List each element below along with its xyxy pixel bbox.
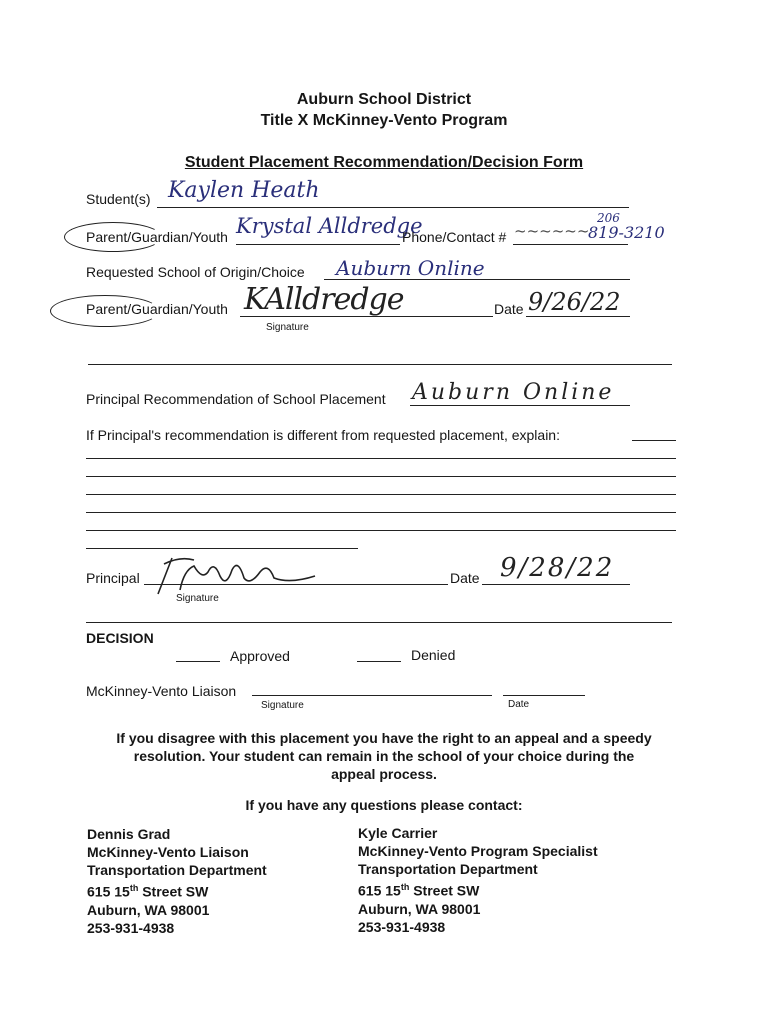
recommendation-line — [410, 405, 630, 406]
explain-line-6[interactable] — [86, 548, 358, 549]
phone-label: Phone/Contact # — [402, 229, 507, 245]
recommendation-label: Principal Recommendation of School Placement — [86, 391, 386, 407]
contact-street: 615 15th Street SW — [87, 883, 209, 900]
principal-sig-caption: Signature — [176, 593, 219, 604]
parent-value[interactable]: Krystal Alldredge — [236, 214, 423, 238]
contact-city: Auburn, WA 98001 — [358, 900, 481, 917]
explain-line-0 — [632, 440, 676, 441]
approved-checkline[interactable] — [176, 661, 220, 662]
liaison-date-caption: Date — [508, 699, 530, 710]
form-title: Student Placement Recommendation/Decision Form — [184, 154, 584, 171]
parent-date-label: Date — [494, 301, 524, 317]
students-value[interactable]: Kaylen Heath — [168, 178, 320, 203]
phone-value[interactable]: 819-3210 — [588, 223, 665, 242]
contact-city: Auburn, WA 98001 — [87, 901, 210, 918]
liaison-date-line[interactable] — [503, 695, 585, 696]
parent-signature[interactable]: KAlldredge — [244, 282, 404, 317]
explain-line-4[interactable] — [86, 512, 676, 513]
questions-line: If you have any questions please contact: — [245, 797, 523, 813]
approved-label: Approved — [230, 648, 290, 664]
parent-date-line — [526, 316, 630, 317]
contact-dept: Transportation Department — [87, 862, 267, 878]
requested-value[interactable]: Auburn Online — [336, 256, 485, 280]
program-title: Title X McKinney-Vento Program — [260, 112, 508, 129]
principal-signature[interactable] — [150, 550, 320, 598]
contact-title: McKinney-Vento Program Specialist — [358, 843, 598, 859]
contact-name: Kyle Carrier — [358, 825, 438, 841]
recommendation-value[interactable]: Auburn Online — [412, 380, 615, 405]
phone-scribble: ~~~~~~ — [514, 222, 590, 240]
explain-line-2[interactable] — [86, 476, 676, 477]
contact-name: Dennis Grad — [87, 826, 171, 842]
principal-date-value[interactable]: 9/28/22 — [500, 553, 615, 583]
contact-dept: Transportation Department — [358, 861, 538, 877]
parent-line — [236, 244, 400, 245]
contact-phone: 253-931-4938 — [358, 918, 446, 935]
divider-line-1 — [88, 364, 672, 365]
explain-label: If Principal's recommendation is different from requested placement, explain: — [86, 427, 560, 443]
principal-date-line — [482, 584, 630, 585]
liaison-sig-caption: Signature — [261, 700, 304, 711]
parent-sig-label: Parent/Guardian/Youth — [86, 301, 228, 317]
principal-label: Principal — [86, 570, 140, 586]
explain-line-5[interactable] — [86, 530, 676, 531]
notice-line-1: If you disagree with this placement you have the right to an appeal and a speedy — [116, 730, 652, 746]
decision-heading: DECISION — [86, 630, 154, 646]
requested-label: Requested School of Origin/Choice — [86, 264, 305, 280]
students-line — [157, 207, 629, 208]
denied-checkline[interactable] — [357, 661, 401, 662]
explain-line-1[interactable] — [86, 458, 676, 459]
students-label: Student(s) — [86, 191, 151, 207]
contact-street: 615 15th Street SW — [358, 882, 480, 899]
parent-sig-caption: Signature — [266, 322, 309, 333]
liaison-sig-line[interactable] — [252, 695, 492, 696]
principal-date-label: Date — [450, 570, 480, 586]
notice-line-2: resolution. Your student can remain in the school of your choice during the — [133, 748, 635, 764]
phone-line — [513, 244, 628, 245]
contact-card-1 — [87, 825, 267, 937]
explain-line-3[interactable] — [86, 494, 676, 495]
notice-line-3: appeal process. — [331, 766, 437, 782]
divider-line-2 — [86, 622, 672, 623]
district-title: Auburn School District — [296, 91, 472, 108]
contact-phone: 253-931-4938 — [87, 919, 175, 936]
phone-area-code[interactable]: 206 — [597, 211, 620, 225]
contact-title: McKinney-Vento Liaison — [87, 844, 249, 860]
contact-card-2 — [358, 824, 598, 936]
denied-label: Denied — [411, 647, 456, 663]
liaison-label: McKinney-Vento Liaison — [86, 683, 237, 699]
parent-label: Parent/Guardian/Youth — [86, 229, 228, 245]
parent-date-value[interactable]: 9/26/22 — [528, 288, 621, 316]
